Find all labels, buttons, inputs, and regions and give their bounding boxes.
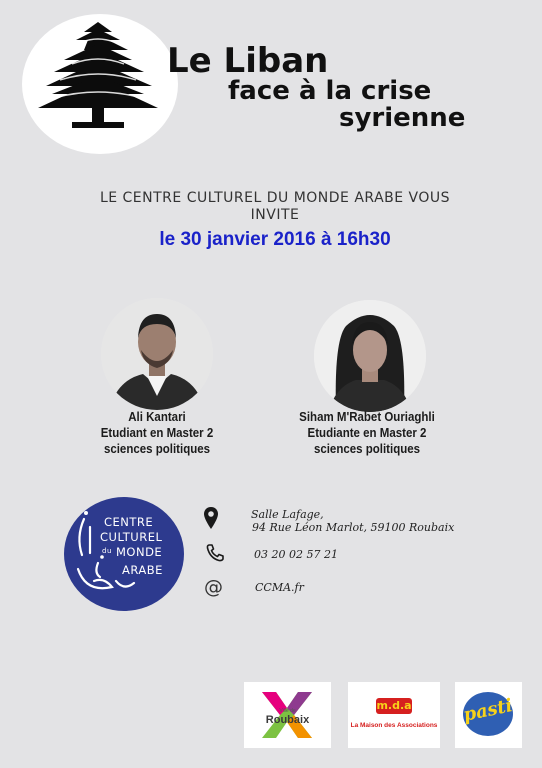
ccma-logo-line5: ARABE bbox=[122, 563, 163, 577]
speaker-name: Siham M'Rabet Ouriaghli bbox=[299, 410, 435, 424]
pasti-label: pasti bbox=[461, 695, 515, 726]
partner-logo-pasti bbox=[455, 682, 522, 748]
partner-logo-roubaix bbox=[244, 682, 331, 748]
venue-name: Salle Lafage, bbox=[251, 508, 324, 521]
partner-logo-mda bbox=[348, 682, 440, 748]
phone-icon bbox=[205, 543, 225, 563]
event-title-line2: face à la crise bbox=[228, 76, 432, 106]
speaker-name: Ali Kantari bbox=[128, 410, 186, 424]
venue-address: 94 Rue Léon Marlot, 59100 Roubaix bbox=[252, 521, 455, 534]
speaker-role: Etudiante en Master 2 bbox=[307, 426, 427, 440]
speaker-card-ali bbox=[70, 409, 245, 457]
website-link[interactable]: CCMA.fr bbox=[255, 581, 304, 594]
speaker-role: Etudiant en Master 2 bbox=[100, 426, 214, 440]
location-pin-icon bbox=[203, 506, 219, 530]
roubaix-small-label: Ville de bbox=[279, 708, 296, 714]
phone-number: 03 20 02 57 21 bbox=[254, 548, 338, 561]
invitation-line2: INVITE bbox=[250, 207, 300, 223]
event-date: le 30 janvier 2016 à 16h30 bbox=[159, 229, 391, 250]
cedar-tree-icon bbox=[32, 18, 164, 138]
invitation-line1: LE CENTRE CULTUREL DU MONDE ARABE VOUS bbox=[99, 190, 451, 206]
speaker-photo-ali bbox=[101, 298, 213, 410]
ccma-logo bbox=[64, 497, 184, 611]
ccma-logo-line4: MONDE bbox=[116, 545, 163, 559]
event-title-line1: Le Liban bbox=[167, 41, 329, 81]
ccma-logo-line2: CULTUREL bbox=[100, 530, 163, 544]
speaker-photo-siham bbox=[314, 300, 426, 412]
speaker-card-siham bbox=[280, 409, 455, 457]
at-icon: @ bbox=[204, 576, 223, 598]
event-title-line3: syrienne bbox=[339, 103, 466, 133]
ccma-logo-line3: du bbox=[102, 547, 112, 555]
ccma-logo-line1: CENTRE bbox=[104, 515, 154, 529]
mda-badge: m.d.a bbox=[376, 699, 412, 712]
mda-label: La Maison des Associations bbox=[350, 722, 438, 729]
speaker-field: sciences politiques bbox=[313, 442, 421, 456]
roubaix-label: Roubaix bbox=[265, 714, 310, 726]
speaker-field: sciences politiques bbox=[103, 442, 211, 456]
